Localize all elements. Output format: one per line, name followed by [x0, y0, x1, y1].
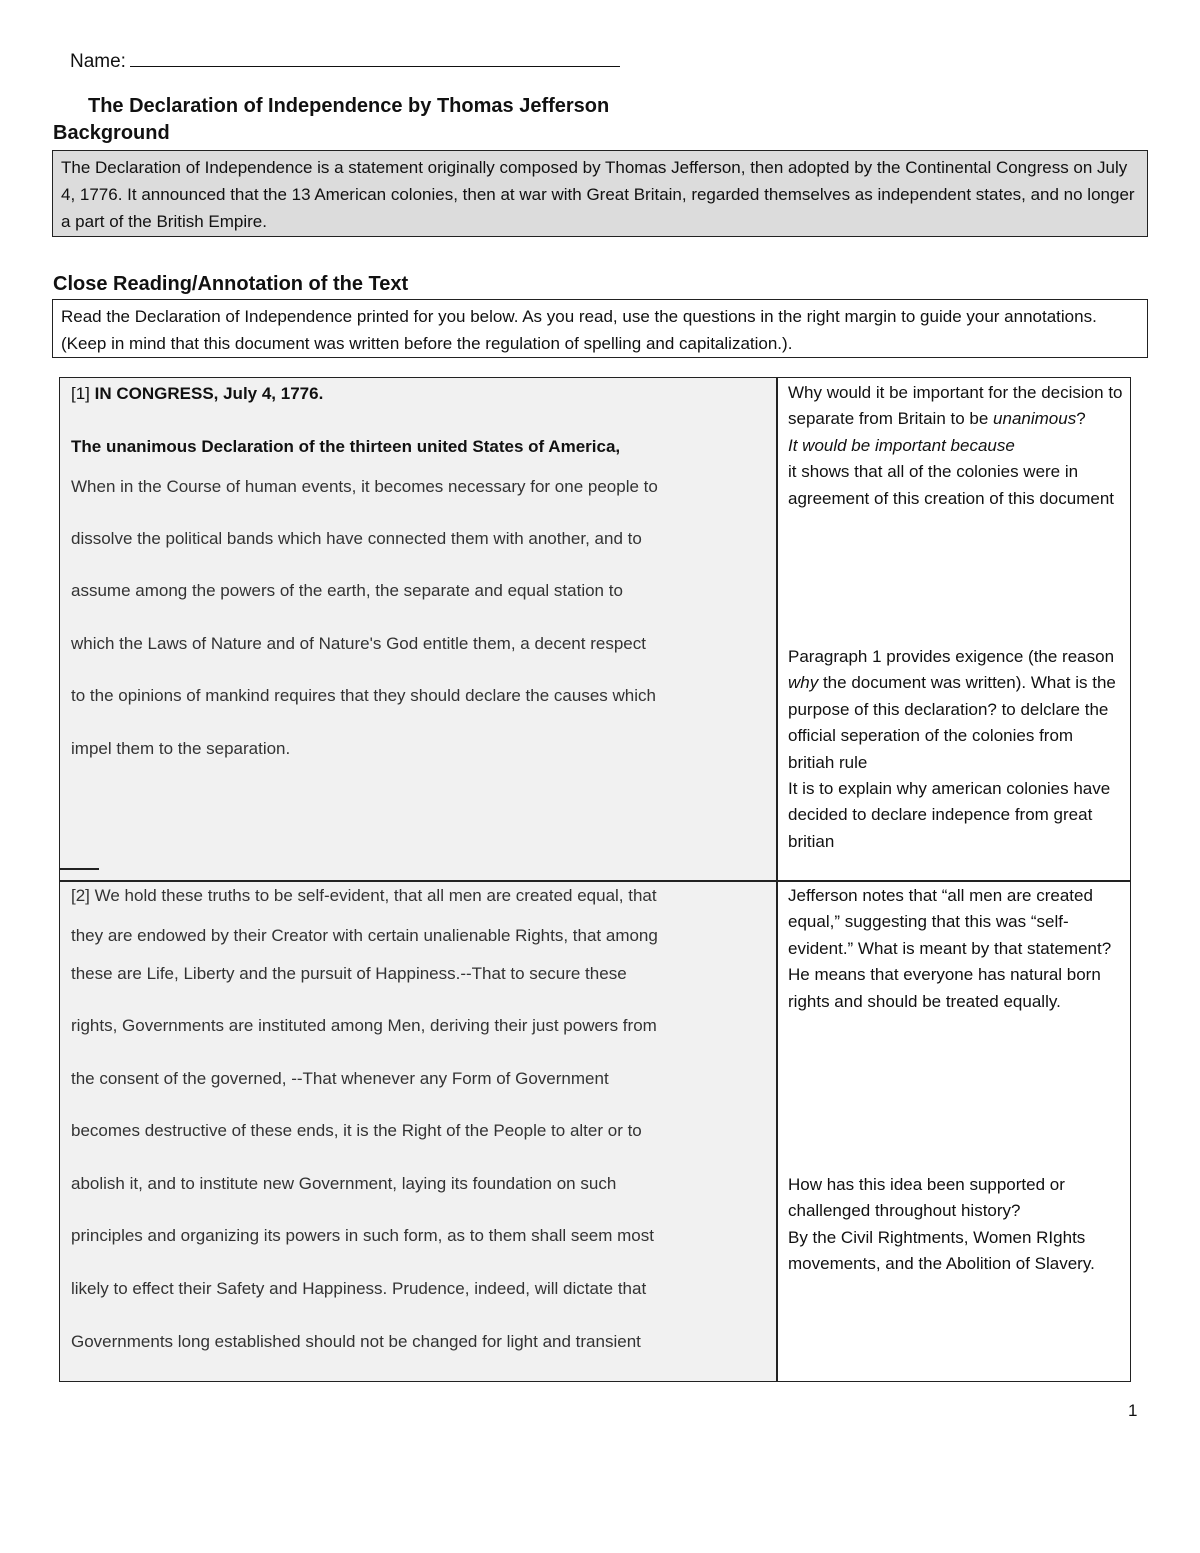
- annotation1-purpose-text: Paragraph 1 provides exigence (the reason: [788, 647, 1115, 666]
- paragraph1-line: impel them to the separation.: [71, 738, 291, 758]
- paragraph1-line: which the Laws of Nature and of Nature's God entitle them, a decent respect: [71, 633, 646, 653]
- annotation1-purpose-answer[interactable]: the document was written). What is the purpose of this declaration? to delclare the official seperation of the colonies from britiah rule: [788, 673, 1116, 772]
- paragraph1-lines: [71, 460, 771, 775]
- paragraph2-line: principles and organizing its powers in such form, as to them shall seem most: [71, 1226, 654, 1246]
- declaration-title: The unanimous Declaration of the thirteen united States of America,: [71, 437, 621, 456]
- paragraph2-line: abolish it, and to institute new Government, laying its foundation on such: [71, 1173, 617, 1193]
- annotation1-question-text: Why would it be important for the decision to separate from Britain to be: [788, 383, 1123, 429]
- instructions-text: Read the Declaration of Independence printed for you below. As you read, use the questions in the right margin to guide your annotations. (Keep in mind that this document was written before the regulation of spelling and capitalization.).: [61, 307, 1097, 353]
- paragraph2: [71, 882, 771, 1368]
- paragraph2-line: likely to effect their Safety and Happiness. Prudence, indeed, will dictate that: [71, 1279, 647, 1299]
- annotation2-answer[interactable]: He means that everyone has natural born rights and should be treated equally.: [788, 965, 1101, 1011]
- name-blank[interactable]: [130, 47, 620, 67]
- instructions-box: [52, 299, 1148, 358]
- annotation1-answer[interactable]: it shows that all of the colonies were in agreement of this creation of this document: [788, 462, 1115, 508]
- paragraph2-first-line: We hold these truths to be self-evident, that all men are created equal, that: [94, 886, 657, 905]
- annotation1-purpose: [788, 644, 1123, 855]
- paragraph1-line: When in the Course of human events, it becomes necessary for one people to: [71, 477, 658, 496]
- paragraph1-line: dissolve the political bands which have connected them with another, and to: [71, 528, 642, 548]
- page-number: 1: [1128, 1401, 1138, 1420]
- paragraph2-line: these are Life, Liberty and the pursuit of Happiness.--That to secure these: [71, 963, 627, 983]
- paragraph2-line: Governments long established should not be changed for light and transient: [71, 1331, 641, 1351]
- close-reading-heading: Close Reading/Annotation of the Text: [53, 273, 409, 295]
- annotation2-history-question: How has this idea been supported or challenged throughout history?: [788, 1175, 1065, 1221]
- background-text: The Declaration of Independence is a statement originally composed by Thomas Jefferson, then adopted by the Continental Congress on July 4, 1776. It announced that the 13 American colonies, then at war with Great Britain, regarded themselves as independent states, and no longer a part of the British Empire.: [61, 158, 1135, 231]
- paragraph2-line: rights, Governments are instituted among Men, deriving their just powers from: [71, 1016, 657, 1036]
- paragraph2-line: the consent of the governed, --That whenever any Form of Government: [71, 1068, 609, 1088]
- congress-date: IN CONGRESS, July 4, 1776.: [94, 384, 324, 403]
- paragraph1-line: assume among the powers of the earth, the separate and equal station to: [71, 581, 623, 601]
- paragraph2-line: becomes destructive of these ends, it is the Right of the People to alter or to: [71, 1121, 642, 1141]
- annotation1-prompt: It would be important because: [788, 435, 1015, 455]
- annotation2-history: [788, 1172, 1123, 1278]
- annotation1-question-emphasis: unanimous: [993, 409, 1077, 429]
- annotation2-history-answer[interactable]: By the Civil Rightments, Women RIghts movements, and the Abolition of Slavery.: [788, 1227, 1095, 1274]
- annotation2-question: [788, 883, 1123, 1015]
- paragraph2-line: they are endowed by their Creator with certain unalienable Rights, that among: [71, 926, 658, 945]
- divider-mark: [59, 868, 99, 870]
- annotation1-purpose-emphasis: why: [788, 673, 819, 693]
- annotation2-question-text: Jefferson notes that “all men are created equal,” suggesting that this was “self-evident.” What is meant by that statement?: [788, 886, 1112, 958]
- page-title: The Declaration of Independence by Thomas Jefferson: [88, 95, 610, 117]
- name-label: Name:: [70, 51, 126, 72]
- annotation1-question-end: ?: [1076, 409, 1086, 429]
- paragraph1-number: [1]: [71, 384, 90, 403]
- name-field: [70, 47, 620, 73]
- paragraph2-lines: [71, 923, 771, 1368]
- annotation1-purpose-answer2[interactable]: It is to explain why american colonies have decided to declare indepence from great britian: [788, 779, 1111, 851]
- paragraph2-number: [2]: [71, 886, 90, 905]
- annotation1-question: [788, 380, 1123, 512]
- paragraph1-line: to the opinions of mankind requires that they should declare the causes which: [71, 686, 656, 706]
- paragraph1: [71, 380, 771, 775]
- background-box: [52, 150, 1148, 237]
- background-heading: Background: [53, 122, 170, 144]
